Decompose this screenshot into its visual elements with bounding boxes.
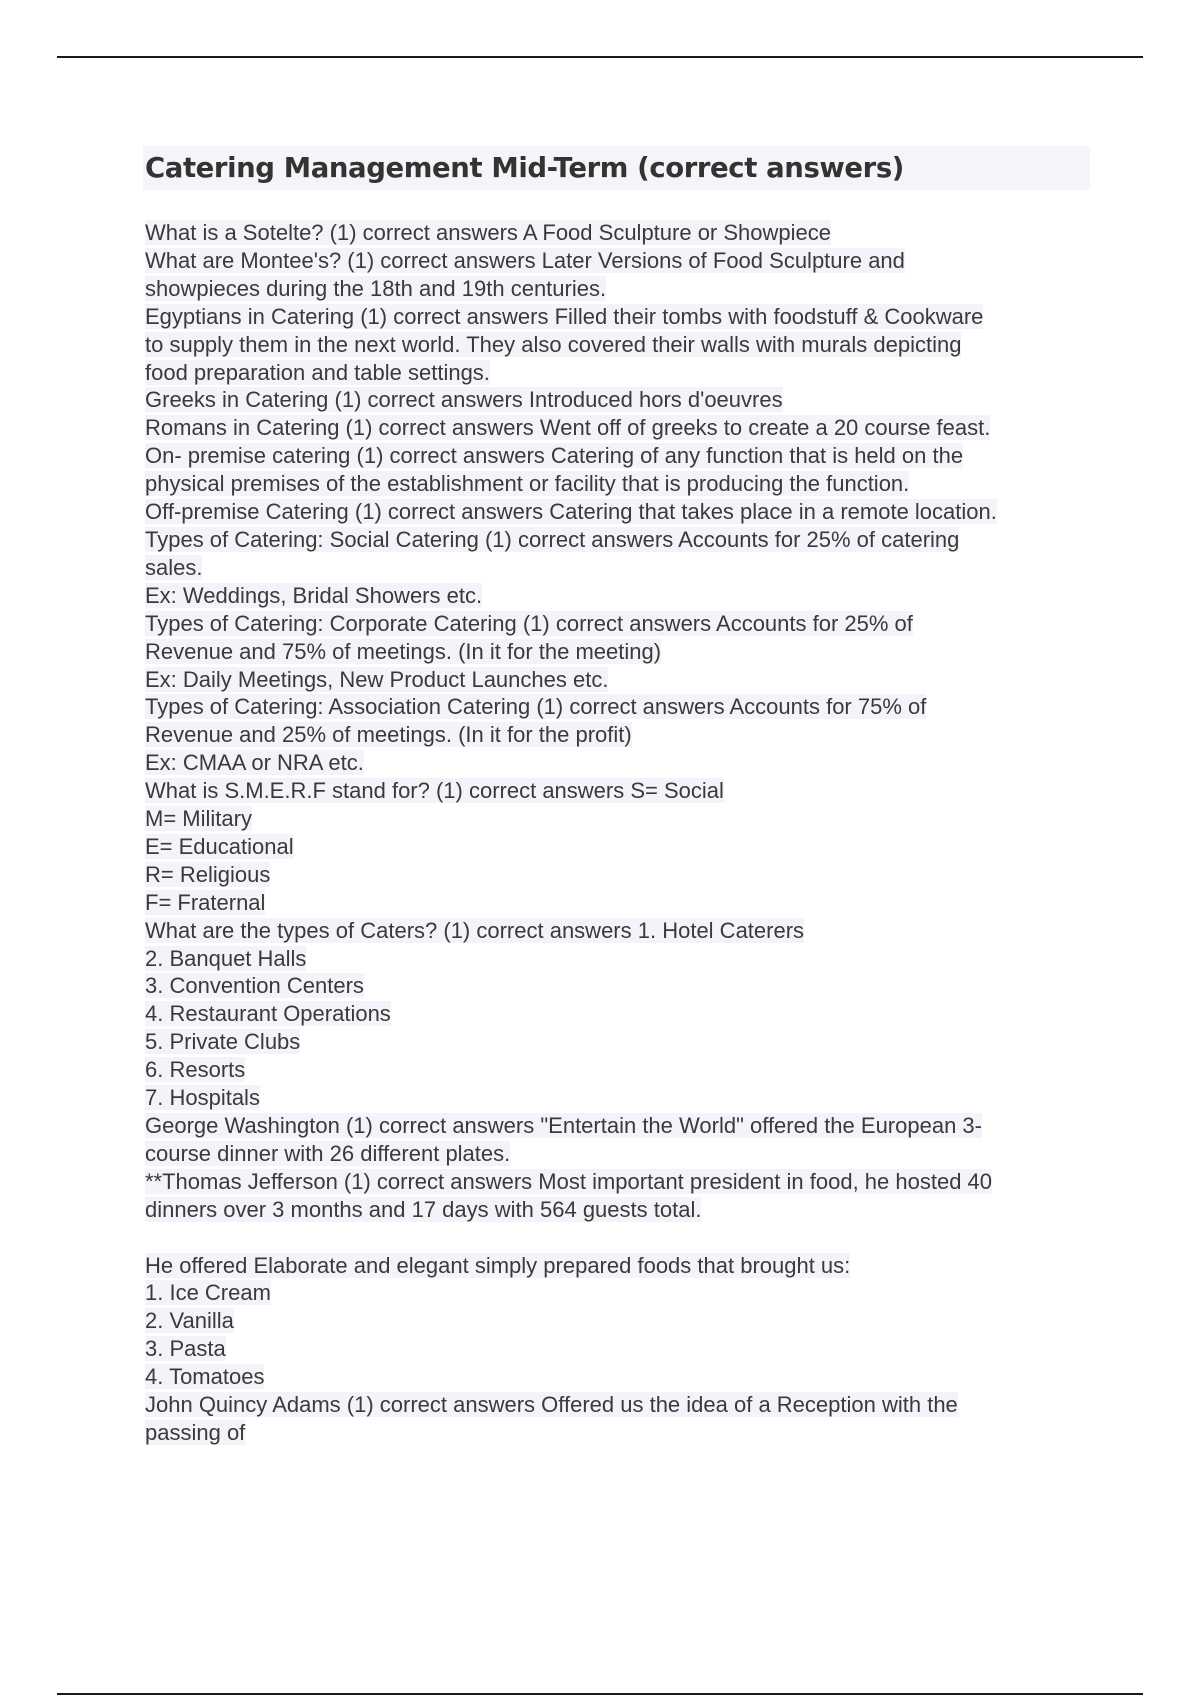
document-title: Catering Management Mid-Term (correct answers) [145,152,904,184]
text-line [145,805,1090,833]
text-line-content: Types of Catering: Social Catering (1) correct answers Accounts for 25% of catering [145,526,960,552]
text-line-content: to supply them in the next world. They also covered their walls with murals depicting [145,331,962,357]
text-line [145,721,1090,749]
text-line [145,1140,1090,1168]
text-line-content: Ex: Daily Meetings, New Product Launches etc. [145,666,609,692]
text-line-content: **Thomas Jefferson (1) correct answers Most important president in food, he hosted 40 [145,1168,993,1194]
text-line [145,247,1090,275]
text-line [145,1056,1090,1084]
text-line-content: M= Military [145,806,252,832]
text-line-content: passing of [145,1419,246,1445]
text-line [145,275,1090,303]
text-line-content: He offered Elaborate and elegant simply prepared foods that brought us: [145,1252,851,1278]
text-line-content: 3. Convention Centers [145,973,364,999]
text-line-content: 5. Private Clubs [145,1029,301,1055]
text-line-content: F= Fraternal [145,889,266,915]
text-line [145,945,1090,973]
text-line [145,1224,1090,1252]
text-line [145,1196,1090,1224]
text-line [145,1168,1090,1196]
text-line [145,693,1090,721]
text-line [145,638,1090,666]
text-line [145,526,1090,554]
text-line [145,1028,1090,1056]
text-line [145,219,1090,247]
text-line [145,610,1090,638]
text-line [145,359,1090,387]
text-line-content: Egyptians in Catering (1) correct answers Filled their tombs with foodstuff & Cookware [145,303,984,329]
text-line [145,442,1090,470]
top-rule [57,56,1143,58]
text-line [145,470,1090,498]
text-line [145,1112,1090,1140]
text-line-content: What are Montee's? (1) correct answers Later Versions of Food Sculpture and [145,247,905,273]
text-line [145,1419,1090,1447]
text-line-content: Types of Catering: Corporate Catering (1) correct answers Accounts for 25% of [145,610,913,636]
text-line [145,1252,1090,1280]
text-line-content: showpieces during the 18th and 19th centuries. [145,275,607,301]
text-line-content: 2. Vanilla [145,1308,234,1334]
text-line-content: 7. Hospitals [145,1085,260,1111]
text-line [145,1391,1090,1419]
text-line-content: food preparation and table settings. [145,359,490,385]
text-line-content: 2. Banquet Halls [145,945,307,971]
text-line [145,749,1090,777]
text-line-content: Ex: CMAA or NRA etc. [145,750,364,776]
text-line [145,777,1090,805]
text-line [145,1335,1090,1363]
text-line-content: sales. [145,554,203,580]
text-line-content: Off-premise Catering (1) correct answers Catering that takes place in a remote location. [145,499,997,525]
text-line-content: dinners over 3 months and 17 days with 564 guests total. [145,1196,702,1222]
text-line [145,889,1090,917]
text-line-content: What is a Sotelte? (1) correct answers A Food Sculpture or Showpiece [145,220,831,245]
text-line [145,972,1090,1000]
text-line [145,1000,1090,1028]
bottom-rule [57,1693,1143,1695]
text-line [145,917,1090,945]
title-banner [143,146,1090,190]
text-line-content: Ex: Weddings, Bridal Showers etc. [145,582,483,608]
text-line [145,386,1090,414]
text-line-content: Revenue and 75% of meetings. (In it for the meeting) [145,638,662,664]
text-line-content: 4. Tomatoes [145,1364,265,1390]
text-line-content: Types of Catering: Association Catering (1) correct answers Accounts for 75% of [145,694,927,720]
text-line-content: Romans in Catering (1) correct answers Went off of greeks to create a 20 course feast. [145,415,991,441]
text-line-content: Greeks in Catering (1) correct answers Introduced hors d'oeuvres [145,387,783,413]
text-line [145,303,1090,331]
text-line [145,1279,1090,1307]
document-text [145,219,1090,1447]
text-line [145,666,1090,694]
text-line-content: 3. Pasta [145,1336,226,1362]
text-line-content: R= Religious [145,861,271,887]
text-line [145,414,1090,442]
text-line [145,861,1090,889]
document-body [145,146,1090,1447]
text-line [145,554,1090,582]
text-line-content: George Washington (1) correct answers "Entertain the World" offered the European 3- [145,1113,982,1138]
text-line-content: course dinner with 26 different plates. [145,1140,511,1166]
text-line-content: What are the types of Caters? (1) correct answers 1. Hotel Caterers [145,917,805,943]
text-line [145,1363,1090,1391]
text-line-content: Revenue and 25% of meetings. (In it for the profit) [145,722,632,748]
text-line [145,498,1090,526]
text-line-content: 4. Restaurant Operations [145,1001,391,1027]
text-line [145,582,1090,610]
text-line [145,1084,1090,1112]
text-line-content: On- premise catering (1) correct answers Catering of any function that is held on the [145,443,964,469]
text-line-content: John Quincy Adams (1) correct answers Offered us the idea of a Reception with the [145,1392,958,1418]
text-line [145,331,1090,359]
text-line-content: 1. Ice Cream [145,1280,271,1306]
text-line-content: physical premises of the establishment or facility that is producing the function. [145,471,910,497]
text-line-content: What is S.M.E.R.F stand for? (1) correct answers S= Social [145,778,724,804]
text-line [145,833,1090,861]
text-line-content: E= Educational [145,833,294,859]
text-line [145,1307,1090,1335]
text-line-content: 6. Resorts [145,1057,246,1083]
